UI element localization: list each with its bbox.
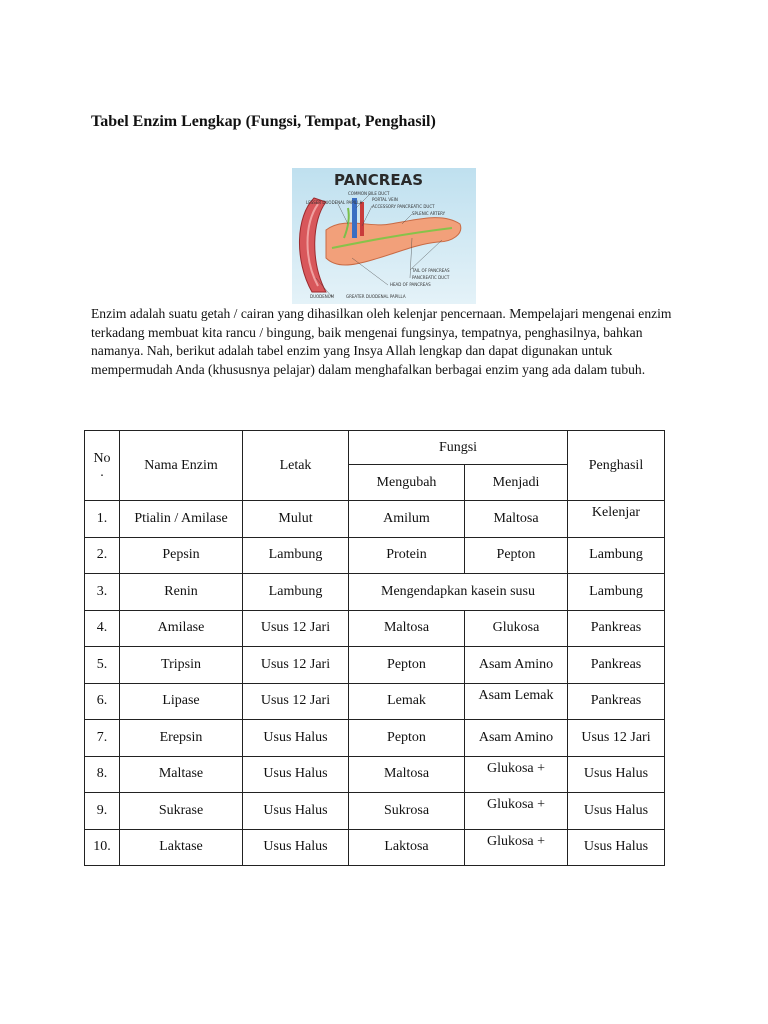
cell-mengubah: Protein [349,537,465,574]
cell-nama: Maltase [120,756,243,793]
label-pancreatic-duct: PANCREATIC DUCT [412,275,450,280]
cell-menjadi: Asam Amino [465,720,568,757]
cell-mengubah: Maltosa [349,756,465,793]
cell-penghasil: Pankreas [568,683,665,720]
cell-penghasil: Pankreas [568,647,665,684]
cell-menjadi: Glukosa [465,610,568,647]
cell-no: 4. [85,610,120,647]
cell-no: 8. [85,756,120,793]
header-no-label: No [93,450,111,466]
cell-menjadi: Asam Lemak [465,683,568,720]
table-row [85,829,665,866]
table-row [85,537,665,574]
label-duodenum: DUODENUM [310,294,335,299]
header-nama-enzim: Nama Enzim [120,431,243,501]
header-penghasil: Penghasil [568,431,665,501]
cell-mengubah: Maltosa [349,610,465,647]
cell-menjadi: Pepton [465,537,568,574]
cell-no: 2. [85,537,120,574]
cell-menjadi: Glukosa + [465,793,568,830]
pancreas-illustration [292,168,476,304]
cell-penghasil: Usus Halus [568,829,665,866]
cell-nama: Tripsin [120,647,243,684]
cell-fungsi-merged: Mengendapkan kasein susu [349,574,568,611]
cell-nama: Sukrase [120,793,243,830]
table-row [85,720,665,757]
cell-no: 1. [85,501,120,538]
cell-penghasil: Pankreas [568,610,665,647]
pancreas-diagram [292,168,476,304]
cell-penghasil: Usus Halus [568,756,665,793]
cell-no: 7. [85,720,120,757]
table-row [85,683,665,720]
cell-mengubah: Sukrosa [349,793,465,830]
cell-penghasil: Usus 12 Jari [568,720,665,757]
cell-nama: Renin [120,574,243,611]
table-row [85,574,665,611]
table-row [85,501,665,538]
cell-penghasil: Usus Halus [568,793,665,830]
label-splenic-artery: SPLENIC ARTERY [412,211,446,216]
cell-mengubah: Pepton [349,647,465,684]
table-row [85,647,665,684]
cell-letak: Lambung [243,574,349,611]
header-menjadi: Menjadi [465,465,568,501]
label-accessory-pancreatic-duct: ACCESSORY PANCREATIC DUCT [372,204,435,209]
intro-paragraph: Enzim adalah suatu getah / cairan yang dihasilkan oleh kelenjar pencernaan. Mempelajari mengenai enzim terkadang membuat kita rancu / bingung, baik mengenai fungsinya, tempatnya, penghasilnya, bahkan namanya. Nah, berikut adalah tabel enzim yang Insya Allah lengkap dan dapat digunakan untuk mempermudah Anda (khususnya pelajar) dalam menghafalkan berbagai enzim yang ada dalam tubuh. [91,306,672,377]
label-portal-vein: PORTAL VEIN [372,197,398,202]
table-row [85,610,665,647]
cell-nama: Laktase [120,829,243,866]
cell-menjadi: Glukosa + [465,829,568,866]
document-title: Tabel Enzim Lengkap (Fungsi, Tempat, Penghasil) [91,113,436,130]
cell-nama: Pepsin [120,537,243,574]
cell-penghasil: Lambung [568,574,665,611]
cell-menjadi: Asam Amino [465,647,568,684]
cell-letak: Usus 12 Jari [243,610,349,647]
header-mengubah: Mengubah [349,465,465,501]
cell-menjadi: Glukosa + [465,756,568,793]
cell-nama: Lipase [120,683,243,720]
header-fungsi: Fungsi [349,431,568,465]
cell-no: 5. [85,647,120,684]
label-tail-of-pancreas: TAIL OF PANCREAS [412,268,450,273]
cell-nama: Ptialin / Amilase [120,501,243,538]
cell-mengubah: Pepton [349,720,465,757]
enzyme-table [84,430,665,866]
cell-letak: Mulut [243,501,349,538]
label-head-of-pancreas: HEAD OF PANCREAS [390,282,431,287]
cell-letak: Usus Halus [243,793,349,830]
table-row [85,793,665,830]
header-letak: Letak [243,431,349,501]
header-no [85,431,120,501]
cell-letak: Usus Halus [243,756,349,793]
cell-no: 6. [85,683,120,720]
cell-letak: Lambung [243,537,349,574]
cell-no: 9. [85,793,120,830]
cell-no: 3. [85,574,120,611]
header-no-dot: . [100,464,104,480]
cell-nama: Erepsin [120,720,243,757]
cell-no: 10. [85,829,120,866]
cell-letak: Usus Halus [243,720,349,757]
cell-menjadi: Maltosa [465,501,568,538]
cell-mengubah: Amilum [349,501,465,538]
table-row [85,756,665,793]
cell-letak: Usus 12 Jari [243,683,349,720]
cell-mengubah: Laktosa [349,829,465,866]
table-header-row [85,431,665,465]
label-greater-duodenal-papilla: GREATER DUODENAL PAPILLA [346,294,406,299]
cell-penghasil: Kelenjar [568,501,665,538]
cell-penghasil: Lambung [568,537,665,574]
label-lesser-duodenal-papilla: LESSER DUODENAL PAPILLA [306,200,363,205]
cell-nama: Amilase [120,610,243,647]
diagram-heading: PANCREAS [334,171,423,189]
cell-letak: Usus 12 Jari [243,647,349,684]
label-common-bile-duct: COMMON BILE DUCT [348,191,390,196]
cell-mengubah: Lemak [349,683,465,720]
cell-letak: Usus Halus [243,829,349,866]
